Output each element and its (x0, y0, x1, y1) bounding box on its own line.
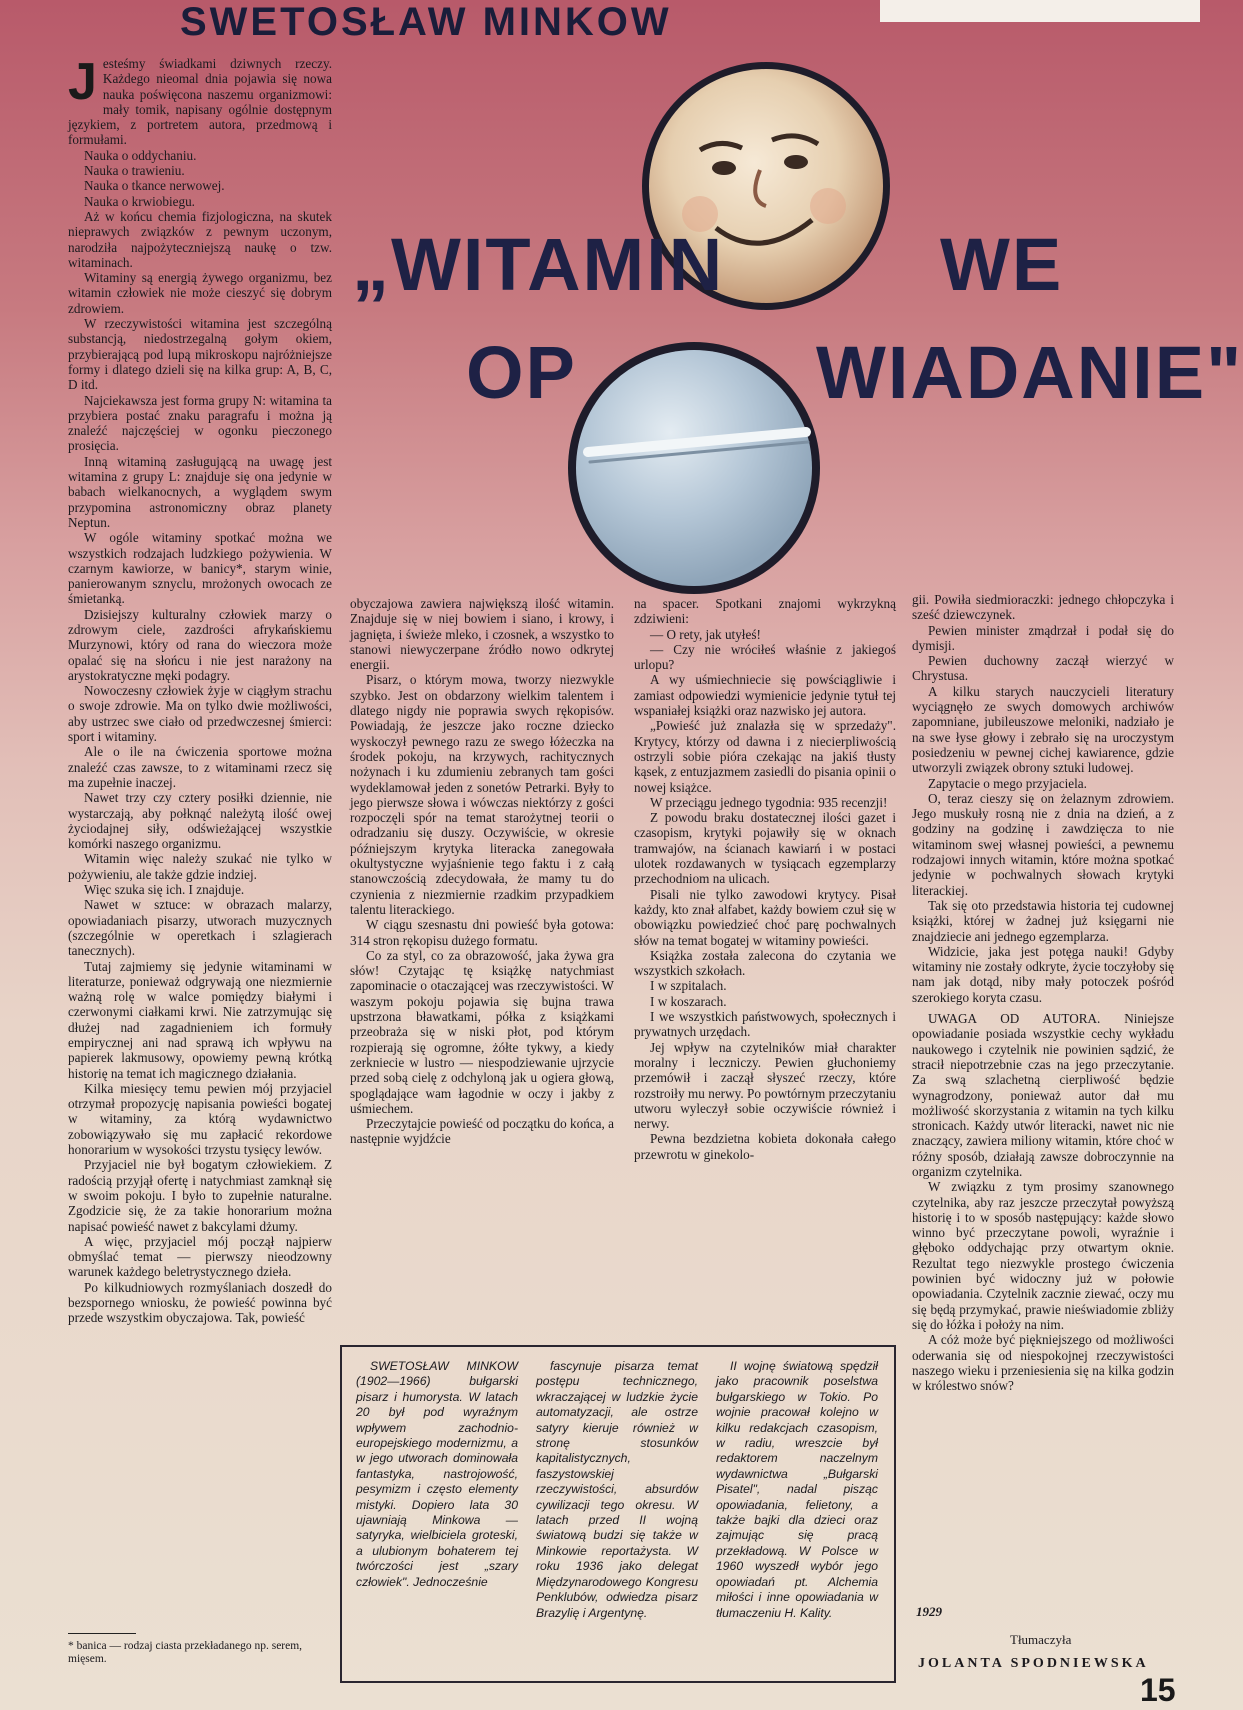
paragraph: na spacer. Spotkani znajomi wykrzykną zdziwieni: (634, 596, 896, 627)
paragraph: Nauka o tkance nerwowej. (84, 178, 225, 194)
paragraph: Pisarz, o którym mowa, tworzy niezwykle szybko. Jest on obdarzony wielkim talentem i dlatego nigdy nie poprawia swych rękopisów. Powiadają, że jeszcze jako roczne dziecko wyskoczył pewnego razu ze swego łóżeczka na środek pokoju, na krzywych, rachitycznych nożynach i ku zdumieniu zebranych tam gości wydeklamował jeden z sonetów Petrarki. Były to jego pierwsze słowa i wówczas niektórzy z gości rozpoczęli spór na temat starożytnej teorii o odradzaniu się duszy. Oczywiście, w okresie późniejszym krytyka literacka zanegowała okultystyczne wyjaśnienie tego faktu i z całą stanowczością zdecydowała, że mamy tu do czynienia z niezmiernie rzadkim przypadkiem talentu literackiego. (350, 672, 614, 917)
translator-name: JOLANTA SPODNIEWSKA (918, 1656, 1149, 1671)
paragraph: Nauka o trawieniu. (84, 163, 185, 179)
vitamin-pill-icon (568, 342, 820, 594)
bio-column-1 (356, 1359, 518, 1677)
paragraph: Nowoczesny człowiek żyje w ciągłym strachu o swoje zdrowie. Ma on tylko dwie możliwości, aby ustrzec swe ciało od przedwczesnej śmierci: sport i witaminy. (68, 683, 332, 745)
paragraph: Więc szuka się ich. I znajduje. (84, 882, 245, 898)
paragraph: I w koszarach. (650, 993, 727, 1009)
paragraph: I w szpitalach. (650, 978, 727, 994)
paragraph: gii. Powiła siedmioraczki: jednego chłopczyka i sześć dziewczynek. (912, 592, 1174, 623)
article-column-3 (634, 596, 896, 1336)
paragraph: Nauka o oddychaniu. (84, 147, 197, 163)
paragraph: Ale o ile na ćwiczenia sportowe można znaleźć czas zawsze, to z witaminami rzecz się ma zupełnie inaczej. (68, 744, 332, 790)
translated-by-label: Tłumaczyła (1010, 1632, 1072, 1647)
paragraph: Nauka o krwiobiegu. (84, 193, 195, 209)
paragraph: fascynuje pisarza temat postępu technicznego, wkraczającej w ludzkie życie automatyzacji, ale ostrze satyry kieruje również w stronę stosunków kapitalistycznych, faszystowskiej rzeczywistości, absurdów cywilizacji tego okresu. W latach przed II wojną światową budzi się także w Minkowie reportażysta. W roku 1936 jako delegat Międzynarodowego Kongresu Penklubów, odwiedza pisarz Brazylię i Argentynę. (536, 1359, 698, 1620)
paragraph: O, teraz cieszy się on żelaznym zdrowiem. Jego muskuły rosną nie z dnia na dzień, a z godziny na godzinę i zawdzięcza to nie witaminom swej własnej powieści, a pewnemu rodzajowi innych witamin, które można spotkać jedynie w pochwalnych słowach krytyki literackiej. (912, 790, 1174, 898)
paragraph: Tutaj zajmiemy się jedynie witaminami w literaturze, ponieważ odgrywają one niezmiernie ważną rolę w walce pomiędzy białymi i czerwonymi ciałkami krwi. Nie zatrzymując się dłużej nad zagadnieniem ich formuły empirycznej ani nad sprawą ich wpływu na papierek lakmusowy, opowiemy pewną krótką historię na temat ich magicznego działania. (68, 958, 332, 1081)
paragraph: A więc, przyjaciel mój począł najpierw obmyślać temat — pierwszy nieodzowny warunek każdego beletrystycznego dzieła. (68, 1233, 332, 1280)
paragraph: W rzeczywistości witamina jest szczególną substancją, niedostrzegalną gołym okiem, przybierającą pod lupą mikroskopu najróżniejsze formy i dlatego dzieli się na kilka grup: A, B, C, D itd. (68, 316, 332, 393)
paragraph: W przeciągu jednego tygodnia: 935 recenzji! (650, 794, 888, 810)
title-word-wiadanie: WIADANIE" (816, 331, 1243, 414)
page-number: 15 (1140, 1672, 1176, 1708)
paragraph: Po kilkudniowych rozmyślaniach doszedł do bezspornego wniosku, że powieść powinna być przede wszystkim obyczajowa. Tak, powieść (68, 1279, 332, 1326)
paragraph: Książka została zalecona do czytania we wszystkich szkołach. (634, 947, 896, 979)
paragraph: W ciągu szesnastu dni powieść była gotowa: 314 stron rękopisu dużego formatu. (350, 917, 614, 948)
paragraph: obyczajowa zawiera największą ilość witamin. Znajduje się w niej bowiem i siano, i krowy, i jagnięta, i świeże mleko, i czosnek, a wszystko to stanowi niewyczerpane źródło nowo odkrytej energii. (350, 596, 614, 673)
paragraph: — Czy nie wróciłeś właśnie z jakiegoś urlopu? (634, 641, 896, 673)
bio-column-2 (536, 1359, 698, 1677)
footnote: * banica — rodzaj ciasta przekładanego np. serem, mięsem. (68, 1640, 303, 1665)
paragraph: II wojnę światową spędził jako pracownik poselstwa bułgarskiego w Tokio. Po wojnie pracował kolejno w kilku redakcjach czasopism, w radiu, wreszcie był redaktorem naczelnym wydawnictwa „Bułgarski Pisatel", nadal pisząc opowiadania, felietony, a także bajki dla dzieci oraz zajmując się pracą przekładową. W Polsce w 1960 wyszedł wybór jego opowiadań pt. Alchemia miłości i inne opowiadania w tłumaczeniu H. Kality. (716, 1359, 878, 1620)
article-column-4 (912, 592, 1174, 1598)
author-name: SWETOSŁAW MINKOW (180, 0, 672, 44)
paragraph: Tak się oto przedstawia historia tej cudownej książki, której w żadnej już księgarni nie znajdziecie ani jednego egzemplarza. (912, 897, 1174, 944)
paragraph: Widzicie, jaka jest potęga nauki! Gdyby witaminy nie zostały odkryte, życie toczyłoby się nam jak dotąd, niby mały potoczek pośród szerokiego koryta czasu. (912, 943, 1174, 1005)
bio-column-3 (716, 1359, 878, 1677)
paragraph: I we wszystkich państwowych, społecznych i prywatnych urzędach. (634, 1009, 896, 1040)
paragraph: Aż w końcu chemia fizjologiczna, na skutek nieprawych związków z pewnym uczonym, narodziła najpożyteczniejszą naukę o tzw. witaminach. (68, 208, 332, 270)
paragraph: Jesteśmy świadkami dziwnych rzeczy. Każdego nieomal dnia pojawia się nowa nauka poświęcona naszemu organizmowi: mały tomik, napisany ogólnie dostępnym językiem, z portretem autora, przedmową i formułami. (68, 53, 332, 148)
paragraph: Pewna bezdzietna kobieta dokonała całego przewrotu w ginekolo- (634, 1131, 896, 1162)
paragraph: Nawet w sztuce: w obrazach malarzy, opowiadaniach pisarzy, utworach muzycznych (szczególnie w operetkach i szlagierach tanecznych). (68, 897, 332, 959)
paragraph: Pewien duchowny zaczął wierzyć w Chrystusa. (912, 653, 1174, 684)
paragraph: A cóż może być piękniejszego od możliwości oderwania się od niespokojnej rzeczywistości naszego wieku i przeniesienia się na kilka godzin w królestwo snów? (912, 1332, 1174, 1394)
paragraph: A wy uśmiechniecie się powściągliwie i zamiast odpowiedzi wymienicie jedynie tytuł tej wspaniałej książki oraz nazwisko jej autora. (634, 672, 896, 719)
paragraph: Z powodu braku dostatecznej ilości gazet i czasopism, krytyki pojawiły się w oknach tramwajów, na ścianach kawiarń i w postaci ulotek rozdawanych w tysiącach egzemplarzy przechodniom na ulicach. (634, 810, 896, 887)
paragraph: — O rety, jak utyłeś! (650, 626, 761, 642)
title-word-witamin: „WITAMIN (352, 223, 725, 306)
paragraph: Co za styl, co za obrazowość, jaka żywa gra słów! Czytając tę książkę natychmiast zapominacie o otaczającej was rzeczywistości. W waszym pokoju pojawia się bujna trawa upstrzona bławatkami, półka z książkami przeobraża się w niski płot, pod którym rozpierają się ogromne, żółte tykwy, a kiedy zerkniecie w lustro — niespodziewanie ujrzycie przed sobą cielę z odchyloną jak u ogiera głową, spoglądające wam łagodnie w oczy i jakby z uśmiechem. (350, 947, 614, 1116)
article-column-2 (350, 596, 614, 1336)
paragraph: UWAGA OD AUTORA. Niniejsze opowiadanie posiada wszystkie cechy wykładu naukowego i czytelnik nie powinien sądzić, że stracił niepotrzebnie czas na jego przeczytanie. Za swą szlachetną cierpliwość będzie wynagrodzony, ponieważ autor dał mu możliwość skorzystania z witamin na tych kilku stronicach. Każdy utwór literacki, nawet nic nie znaczący, zawiera miliony witamin, które choć w różny sposób, działają zawsze dobroczynnie na organizm czytelnika. (912, 1011, 1174, 1179)
year: 1929 (916, 1604, 942, 1619)
paragraph: SWETOSŁAW MINKOW (1902—1966) bułgarski pisarz i humorysta. W latach 20 był pod wyraźnym wpływem zachodnio-europejskiego modernizmu, a w jego utworach dominowała fantastyka, nastrojowość, pesymizm i często elementy mistyki. Dopiero lata 30 ujawniają Minkowa — satyryka, wielbiciela groteski, a ulubionym bohaterem tej twórczości jest „szary człowiek". Jednocześnie (356, 1359, 518, 1589)
paragraph: Dzisiejszy kulturalny człowiek marzy o zdrowym ciele, zazdrości afrykańskiemu Murzynowi, który od rana do wieczora może opalać się na słońcu i nie jest narażony na arystokratyczne męki podagry. (68, 606, 332, 683)
paragraph: A kilku starych nauczycieli literatury wyciągnęło ze swych domowych archiwów zapomniane, jubileuszowe meloniki, nadziało je na swe łyse głowy i zebrało się na uroczystym posiedzeniu w pewnej cichej kawiarence, gdzie utworzyli związek obrony sztuki ludowej. (912, 683, 1174, 776)
author-bio-box (340, 1345, 896, 1683)
footnote-divider (68, 1633, 136, 1634)
paragraph: Zapytacie o mego przyjaciela. (928, 775, 1087, 791)
drop-cap: J (68, 53, 97, 111)
title-word-op: OP (466, 331, 577, 414)
paragraph: Nawet trzy czy cztery posiłki dziennie, nie wystarczają, aby połknąć należytą ilość owej życiodajnej siły, odświeżającej wszystkie komórki naszego organizmu. (68, 790, 332, 852)
paragraph: Przyjaciel nie był bogatym człowiekiem. Z radością przyjął ofertę i natychmiast zamknął się w swoim pokoju. I było to zupełnie naturalne. Zgodzicie się, że za takie honorarium można napisać powieść nawet z bakcylami dżumy. (68, 1157, 332, 1234)
paragraph: „Powieść już znalazła się w sprzedaży". Krytycy, którzy od dawna i z niecierpliwością ostrzyli sobie pióra czekając na jakiś tłusty kąsek, z entuzjazmem zasiedli do pisania opinii o nowej książce. (634, 718, 896, 795)
paragraph: Przeczytajcie powieść od początku do końca, a następnie wyjdźcie (350, 1116, 614, 1147)
paragraph: Pisali nie tylko zawodowi krytycy. Pisał każdy, kto znał alfabet, każdy bowiem czuł się w obowiązku powiedzieć choć parę pochwalnych słów na temat bogatej w witaminy powieści. (634, 886, 896, 948)
paragraph: Kilka miesięcy temu pewien mój przyjaciel otrzymał propozycję napisania powieści bogatej w witaminy, za którą wydawnictwo zobowiązywało się mu zapłacić rekordowe honorarium w wysokości trzystu tysięcy lewów. (68, 1080, 332, 1158)
article-column-1 (68, 53, 332, 1626)
paragraph: Najciekawsza jest forma grupy N: witamina ta przybiera postać znaku paragrafu i można ją znaleźć najczęściej w ogonku pieczonego prosięcia. (68, 392, 332, 454)
paragraph: Jej wpływ na czytelników miał charakter moralny i leczniczy. Pewien głuchoniemy przemówił i zaczął słyszeć rzeczy, które rozstroiły mu nerwy. Po powtórnym przeczytaniu utworu wyleczył sobie oczywiście również i nerwy. (634, 1039, 896, 1132)
paragraph: Inną witaminą zasługującą na uwagę jest witamina z grupy L: znajduje się ona jedynie w babach wielkanocnych, a wyglądem swym przypomina astronomiczny obraz planety Neptun. (68, 453, 332, 530)
paragraph: Pewien minister zmądrzał i podał się do dymisji. (912, 622, 1174, 653)
title-word-we: WE (940, 223, 1064, 306)
paragraph: Witaminy są energią żywego organizmu, bez witamin człowiek nie może cieszyć się dobrym zdrowiem. (68, 270, 332, 316)
paragraph: Witamin więc należy szukać nie tylko w pożywieniu, ale także gdzie indziej. (68, 851, 332, 882)
paragraph: W ogóle witaminy spotkać można we wszystkich rodzajach ludzkiego pożywienia. W czarnym kawiorze, w banicy*, starym winie, panierowanym sznyclu, mrożonych owocach ze śmietanką. (68, 530, 332, 607)
paragraph: W związku z tym prosimy szanownego czytelnika, aby raz jeszcze przeczytał powyższą historię i to w sposób następujący: każde słowo winno być przeczytane powoli, wyraźnie i głęboko oddychając przy otwartym oknie. Rezultat tego niezwykle prostego ćwiczenia powinien być widoczny już w połowie opowiadania. Czytelnik zacznie ziewać, oczy mu się będą przymykać, prawie nieświadomie zbliży się do łóżka i położy na nim. (912, 1179, 1174, 1332)
